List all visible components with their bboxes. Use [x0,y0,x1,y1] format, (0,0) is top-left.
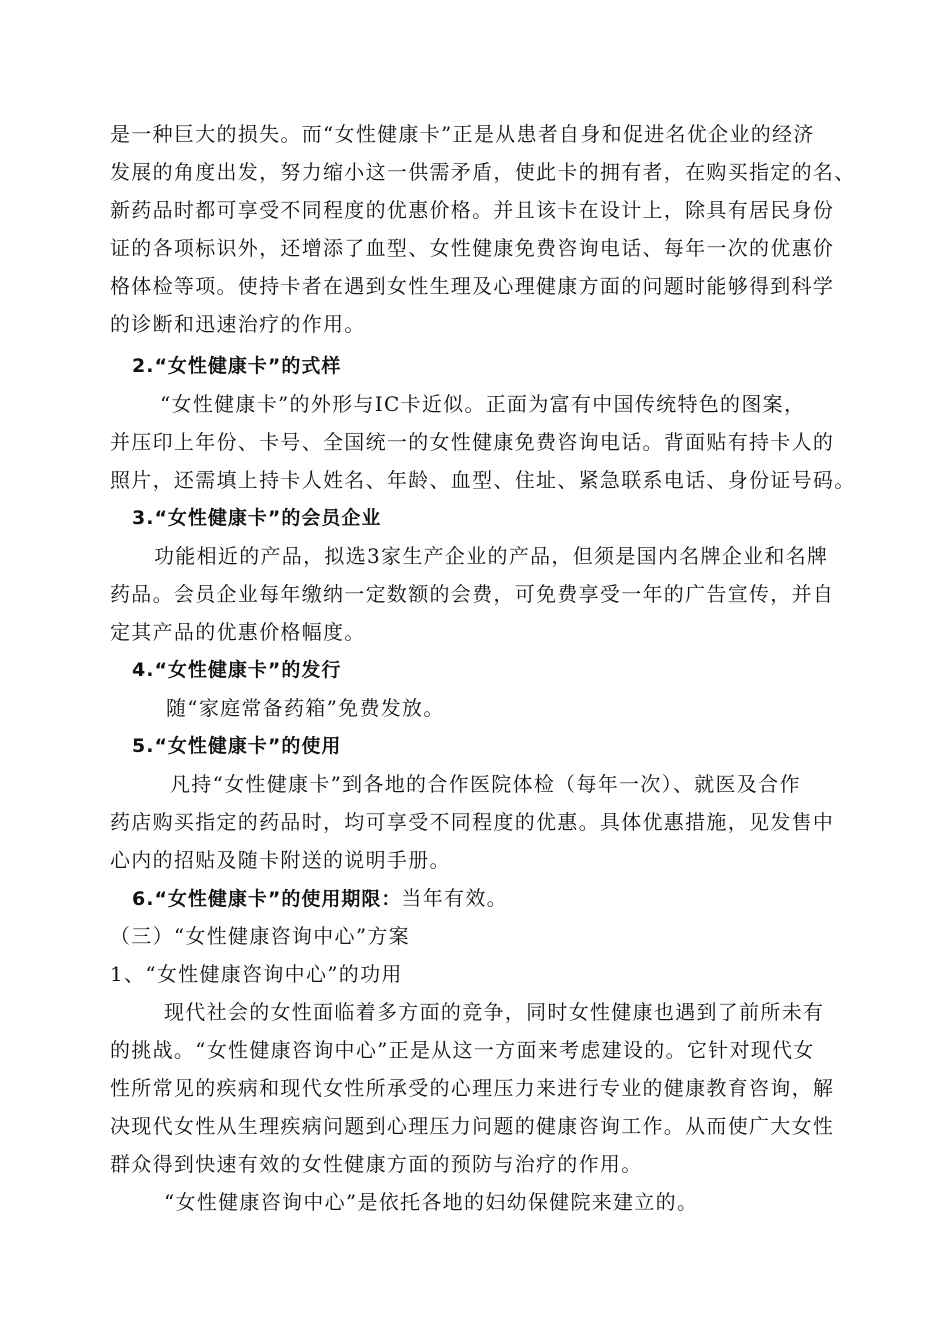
body-text-line: 并压印上年份、卡号、全国统一的女性健康免费咨询电话。背面贴有持卡人的 [110,430,835,454]
section-heading-row [132,886,508,911]
body-text-line: 当年有效。 [401,886,508,910]
body-text-line: 凡持“女性健康卡”到各地的合作医院体检（每年一次）、就医及合作 [170,772,801,796]
body-text-line: 新药品时都可享受不同程度的优惠价格。并且该卡在设计上，除具有居民身份 [110,198,835,222]
body-text-line: 现代社会的女性面临着多方面的竞争，同时女性健康也遇到了前所未有 [164,1000,825,1024]
body-text-line: 证的各项标识外，还增添了血型、女性健康免费咨询电话、每年一次的优惠价 [110,236,835,260]
section-heading: 2.“女性健康卡”的式样 [132,355,342,377]
body-text-line: 的诊断和迅速治疗的作用。 [110,312,366,336]
body-text-line: “女性健康咨询中心”是依托各地的妇幼保健院来建立的。 [164,1190,699,1214]
body-text-line: 随“家庭常备药箱”免费发放。 [166,696,445,720]
body-text-line: 格体检等项。使持卡者在遇到女性生理及心理健康方面的问题时能够得到科学 [110,274,835,298]
body-text-line: 是一种巨大的损失。而“女性健康卡”正是从患者自身和促进名优企业的经济 [110,122,815,146]
section-heading: 5.“女性健康卡”的使用 [132,735,342,757]
body-text-line: “女性健康卡”的外形与IC卡近似。正面为富有中国传统特色的图案， [160,392,806,416]
section-heading: 4.“女性健康卡”的发行 [132,659,342,681]
body-text-line: 群众得到快速有效的女性健康方面的预防与治疗的作用。 [110,1152,643,1176]
section-heading: （三）“女性健康咨询中心”方案 [110,924,410,948]
body-text-line: 性所常见的疾病和现代女性所承受的心理压力来进行专业的健康教育咨询，解 [110,1076,835,1100]
section-heading: 6.“女性健康卡”的使用期限： [132,888,402,910]
body-text-line: 的挑战。“女性健康咨询中心”正是从这一方面来考虑建设的。它针对现代女 [110,1038,815,1062]
body-text-line: 决现代女性从生理疾病问题到心理压力问题的健康咨询工作。从而使广大女性 [110,1114,835,1138]
body-text-line: 照片，还需填上持卡人姓名、年龄、血型、住址、紧急联系电话、身份证号码。 [110,468,856,492]
body-text-line: 定其产品的优惠价格幅度。 [110,620,366,644]
body-text-line: 功能相近的产品，拟选3家生产企业的产品，但须是国内名牌企业和名牌 [154,544,829,568]
body-text-line: 药店购买指定的药品时，均可享受不同程度的优惠。具体优惠措施，见发售中 [110,810,835,834]
body-text-line: 心内的招贴及随卡附送的说明手册。 [110,848,451,872]
subsection-heading: 1、“女性健康咨询中心”的功用 [110,962,403,986]
section-heading: 3.“女性健康卡”的会员企业 [132,507,382,529]
body-text-line: 发展的角度出发，努力缩小这一供需矛盾，使此卡的拥有者，在购买指定的名、 [110,160,856,184]
body-text-line: 药品。会员企业每年缴纳一定数额的会费，可免费享受一年的广告宣传，并自 [110,582,835,606]
